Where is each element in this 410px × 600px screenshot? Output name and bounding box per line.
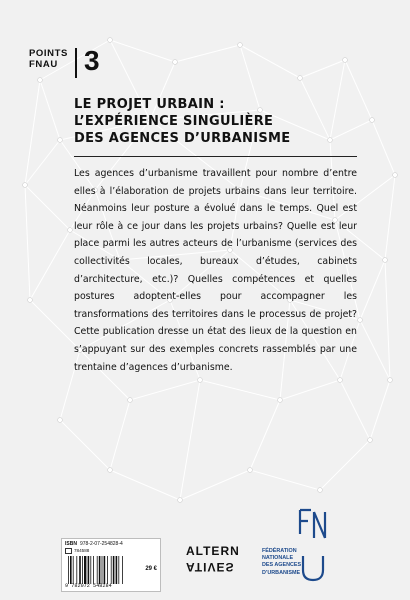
network-edge (370, 380, 390, 440)
barcode-bar (79, 556, 81, 584)
network-edge (200, 380, 280, 400)
network-node (198, 378, 203, 383)
barcode-bar (97, 556, 98, 584)
network-node (68, 228, 73, 233)
barcode-bar (84, 556, 86, 584)
barcode-bar (111, 556, 112, 584)
network-node (108, 38, 113, 43)
network-node (128, 398, 133, 403)
fnau-line-1: FÉDÉRATION (262, 548, 297, 554)
barcode-bar (104, 556, 106, 584)
network-edge (60, 420, 110, 470)
network-node (383, 258, 388, 263)
barcode-bar (102, 556, 103, 584)
network-node (108, 468, 113, 473)
code-box-icon (65, 548, 72, 554)
network-node (298, 76, 303, 81)
network-edge (360, 320, 390, 380)
series-label (29, 48, 68, 70)
network-edge (360, 260, 385, 320)
series-line-1: POINTS (29, 48, 68, 59)
barcode-bar (76, 556, 77, 584)
barcode-bars (68, 556, 134, 584)
network-node (173, 60, 178, 65)
network-edge (340, 380, 370, 440)
publisher-logo-top: ALTERN (186, 544, 240, 558)
barcode-bar (99, 556, 101, 584)
network-node (178, 498, 183, 503)
internal-code-value: 784588 (74, 548, 90, 554)
fnau-line-4: D’URBANISME (262, 569, 301, 576)
network-node (338, 378, 343, 383)
barcode-bar (82, 556, 83, 584)
network-node (58, 418, 63, 423)
network-edge (250, 400, 280, 470)
barcode-bar (70, 556, 72, 584)
network-edge (320, 440, 370, 490)
network-node (58, 138, 63, 143)
fnau-name (262, 548, 352, 577)
network-edge (40, 80, 60, 140)
network-edge (130, 380, 200, 400)
network-edge (372, 120, 395, 175)
internal-code (65, 548, 89, 554)
network-edge (180, 470, 250, 500)
network-edge (110, 470, 180, 500)
alternatives-logo (186, 544, 240, 580)
fnau-line-3: DES AGENCES (262, 562, 302, 569)
barcode-bar (88, 556, 90, 584)
network-node (238, 43, 243, 48)
title-line-1: LE PROJET URBAIN : (74, 97, 225, 112)
book-title (74, 96, 374, 147)
barcode-bar (118, 556, 119, 584)
network-node (368, 438, 373, 443)
barcode-bar (68, 556, 69, 584)
network-edge (25, 185, 30, 300)
network-node (358, 318, 363, 323)
title-rule (74, 156, 357, 157)
barcode-bar (93, 556, 94, 584)
publisher-logo-bottom: ATIVES (186, 560, 235, 574)
barcode-bar (122, 556, 123, 584)
barcode-bar (113, 556, 115, 584)
network-edge (385, 260, 390, 380)
isbn-label: ISBN (65, 541, 77, 547)
network-node (38, 78, 43, 83)
barcode-bar (116, 556, 118, 584)
network-edge (385, 175, 395, 260)
blurb-text: Les agences d’urbanisme travaillent pour nombre d’entre elles à l’élaboration de projets urbains dans leur territoire. Néanmoins leur posture a évolué dans le temps. Quel est leur rôle à ce jour dans les projets urbains? Quelle est leur place parmi les autres acteurs de l’urbanisme (services des collectivités locales, bureaux d’études, cabinets d’architecture, etc.)? Quelles compétences et quelles postures adoptent-elles pour accompagner les transformations des territoires dans le processus de projet? Cette publication dresse un état des lieux de la question en s’appuyant sur des exemples concrets rassemblés par une trentaine d’agences d’urbanisme. (74, 168, 357, 373)
network-node (393, 173, 398, 178)
network-node (28, 298, 33, 303)
fnau-line-2: NATIONALE (262, 555, 294, 562)
network-node (248, 468, 253, 473)
series-line-2: FNAU (29, 59, 58, 70)
network-node (23, 183, 28, 188)
network-edge (30, 230, 70, 300)
network-node (278, 398, 283, 403)
network-edge (180, 380, 200, 500)
network-edge (175, 45, 240, 62)
network-edge (280, 380, 340, 400)
series-divider (75, 48, 77, 78)
network-edge (300, 60, 345, 78)
title-line-3: DES AGENCES D’URBANISME (74, 131, 291, 146)
series-number: 3 (84, 45, 100, 76)
network-node (343, 58, 348, 63)
network-edge (25, 185, 70, 230)
barcode-bar (90, 556, 91, 584)
network-node (318, 488, 323, 493)
isbn-value: 978-2-07-254828-4 (79, 541, 123, 547)
network-edge (250, 470, 320, 490)
network-edge (110, 400, 130, 470)
network-edge (30, 300, 80, 350)
ean-digits: 9 782072 548284 (65, 583, 112, 589)
isbn-line (65, 541, 123, 547)
barcode-bar (73, 556, 74, 584)
title-line-2: L’EXPÉRIENCE SINGULIÈRE (74, 114, 274, 129)
barcode-block (61, 538, 161, 592)
network-node (388, 378, 393, 383)
price: 29 € (145, 566, 157, 572)
barcode-bar (107, 556, 108, 584)
